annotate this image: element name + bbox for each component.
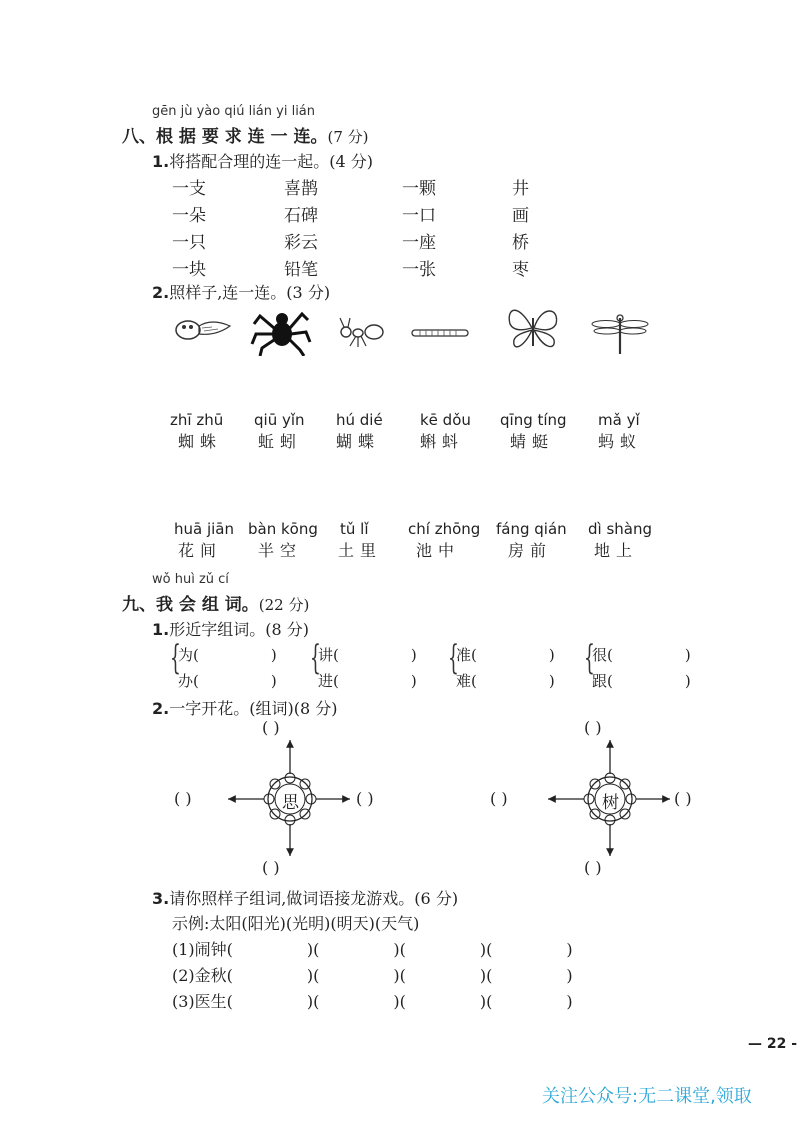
blank-right[interactable]: ( )	[356, 789, 374, 808]
dragonfly-icon	[590, 310, 652, 356]
q9-3-heading	[152, 886, 458, 909]
paren-close: )	[684, 672, 691, 690]
q9-3-text: 请你照样子组词,做词语接龙游戏。(6 分)	[169, 889, 459, 908]
tadpole-icon	[172, 310, 234, 352]
section8-title-text: 八、根 据 要 求 连 一 连。	[122, 127, 328, 147]
match-word: 桥	[512, 233, 529, 253]
match-word: 一口	[402, 206, 436, 226]
insect-hanzi: 蝌蚪	[420, 432, 465, 451]
place-hanzi: 土里	[338, 541, 383, 560]
brace-icon: {	[310, 638, 321, 678]
insect-pinyin: zhī zhū	[170, 411, 224, 429]
match-word: 一支	[172, 179, 206, 199]
chain-end: )	[566, 966, 573, 985]
place-pinyin: bàn kōng	[248, 520, 318, 538]
q1-number: 1.	[152, 152, 170, 171]
match-word: 铅笔	[284, 260, 318, 280]
earthworm-icon	[410, 326, 472, 340]
brace-icon: {	[170, 638, 181, 678]
q9-3-example: 示例:太阳(阳光)(光明)(明天)(天气)	[172, 914, 420, 933]
similar-char: 进(	[318, 672, 339, 690]
paren-close: )	[684, 646, 691, 664]
similar-group	[178, 642, 277, 694]
ant-icon	[336, 312, 388, 350]
blank-right[interactable]: ( )	[674, 789, 692, 808]
place-pinyin: huā jiān	[174, 520, 235, 538]
place-hanzi: 池中	[416, 541, 461, 560]
paren-close: )	[548, 646, 555, 664]
section9-title	[122, 590, 309, 615]
insect-hanzi: 蝴蝶	[336, 432, 381, 451]
match-word: 一张	[402, 260, 436, 280]
similar-char: 准(	[456, 646, 477, 664]
match-col-2	[284, 176, 318, 284]
section8-score: (7 分)	[327, 128, 369, 146]
chain-start: (2)金秋(	[172, 966, 233, 985]
section8-title	[122, 122, 369, 147]
chain-start: (1)闹钟(	[172, 940, 233, 959]
section9-title-text: 九、我 会 组 词。	[122, 595, 259, 615]
match-word: 画	[512, 206, 529, 226]
paren-close: )	[410, 646, 417, 664]
q2-heading	[152, 280, 330, 303]
chain-sep: )(	[393, 992, 406, 1011]
insect-hanzi: 蜘蛛	[178, 432, 223, 451]
insect-item	[254, 411, 305, 452]
match-word: 一座	[402, 233, 436, 253]
chain-end: )	[566, 992, 573, 1011]
butterfly-icon	[504, 300, 562, 356]
insect-pinyin: kē dǒu	[420, 411, 471, 429]
match-word: 喜鹊	[284, 179, 318, 199]
similar-char: 办(	[178, 672, 199, 690]
insect-hanzi: 蜻蜓	[510, 432, 555, 451]
chain-sep: )(	[479, 992, 493, 1011]
q1-text: 将搭配合理的连一起。(4 分)	[169, 152, 373, 171]
blank-up[interactable]: ( )	[584, 718, 602, 737]
chain-sep: )(	[479, 966, 493, 985]
promo-text: 关注公众号:无二课堂,领取	[542, 1086, 752, 1107]
match-word: 一颗	[402, 179, 436, 199]
insect-pinyin: qīng tíng	[500, 411, 567, 429]
q9-1-text: 形近字组词。(8 分)	[169, 620, 309, 639]
place-item	[496, 520, 567, 561]
word-flower-diagram	[160, 712, 760, 882]
similar-group	[456, 642, 555, 694]
q9-1-number: 1.	[152, 620, 170, 639]
place-item	[248, 520, 318, 561]
place-pinyin: dì shàng	[588, 520, 652, 538]
place-item	[408, 520, 480, 561]
chain-sep: )(	[393, 940, 406, 959]
q9-1-heading	[152, 617, 309, 640]
blank-left[interactable]: ( )	[490, 789, 508, 808]
page-number: — 22 -	[748, 1036, 798, 1052]
chain-line	[172, 937, 573, 960]
insect-item	[336, 411, 383, 452]
chain-line	[172, 989, 573, 1012]
match-col-4	[512, 176, 529, 284]
blank-up[interactable]: ( )	[262, 718, 280, 737]
insect-item	[170, 411, 223, 452]
insect-pinyin: mǎ yǐ	[598, 411, 640, 429]
paren-close: )	[270, 672, 277, 690]
similar-group	[318, 642, 417, 694]
place-item	[174, 520, 234, 561]
insect-hanzi: 蚂蚁	[598, 432, 643, 451]
chain-start: (3)医生(	[172, 992, 233, 1011]
similar-char: 很(	[592, 646, 613, 664]
section8-pinyin: gēn jù yào qiú lián yi lián	[152, 104, 316, 119]
blank-down[interactable]: ( )	[584, 858, 602, 877]
chain-sep: )(	[306, 966, 320, 985]
q2-text: 照样子,连一连。(3 分)	[169, 283, 331, 302]
spider-icon	[250, 304, 312, 356]
similar-char: 跟(	[592, 672, 613, 690]
insect-item	[598, 411, 642, 452]
match-word: 枣	[512, 260, 529, 280]
q9-3-number: 3.	[152, 889, 170, 908]
brace-icon: {	[584, 638, 595, 678]
chain-line	[172, 963, 573, 986]
flower-char: 思	[282, 793, 299, 813]
place-item	[340, 520, 382, 561]
match-col-1	[172, 176, 206, 284]
section9-score: (22 分)	[258, 596, 310, 614]
chain-end: )	[566, 940, 573, 959]
place-pinyin: fáng qián	[496, 520, 567, 538]
place-pinyin: chí zhōng	[408, 520, 481, 538]
place-pinyin: tǔ lǐ	[340, 520, 369, 538]
place-hanzi: 地上	[594, 541, 639, 560]
match-word: 一只	[172, 233, 206, 253]
similar-char: 讲(	[318, 646, 339, 664]
place-item	[588, 520, 652, 561]
flower-char: 树	[602, 793, 619, 813]
match-word: 一块	[172, 260, 206, 280]
paren-close: )	[548, 672, 555, 690]
blank-down[interactable]: ( )	[262, 858, 280, 877]
paren-close: )	[410, 672, 417, 690]
insect-item	[500, 411, 567, 452]
q9-2-text: 一字开花。(组词)(8 分)	[169, 699, 338, 718]
similar-group	[592, 642, 691, 694]
place-hanzi: 半空	[258, 541, 303, 560]
insect-pinyin: hú dié	[336, 411, 383, 429]
brace-icon: {	[448, 638, 459, 678]
blank-left[interactable]: ( )	[174, 789, 192, 808]
paren-close: )	[270, 646, 277, 664]
place-hanzi: 房前	[508, 541, 553, 560]
chain-sep: )(	[306, 940, 320, 959]
chain-sep: )(	[479, 940, 493, 959]
match-word: 彩云	[284, 233, 318, 253]
chain-sep: )(	[306, 992, 320, 1011]
q9-2-number: 2.	[152, 699, 170, 718]
match-word: 井	[512, 179, 529, 199]
match-word: 一朵	[172, 206, 206, 226]
insect-item	[420, 411, 471, 452]
section9-pinyin: wǒ huì zǔ cí	[152, 572, 229, 587]
match-word: 石碑	[284, 206, 318, 226]
similar-char: 为(	[178, 646, 199, 664]
q2-number: 2.	[152, 283, 170, 302]
insect-pinyin: qiū yǐn	[254, 411, 305, 429]
chain-sep: )(	[393, 966, 406, 985]
match-col-3	[402, 176, 436, 284]
q1-heading	[152, 149, 373, 172]
similar-char: 难(	[456, 672, 477, 690]
place-hanzi: 花间	[178, 541, 223, 560]
insect-hanzi: 蚯蚓	[258, 432, 303, 451]
